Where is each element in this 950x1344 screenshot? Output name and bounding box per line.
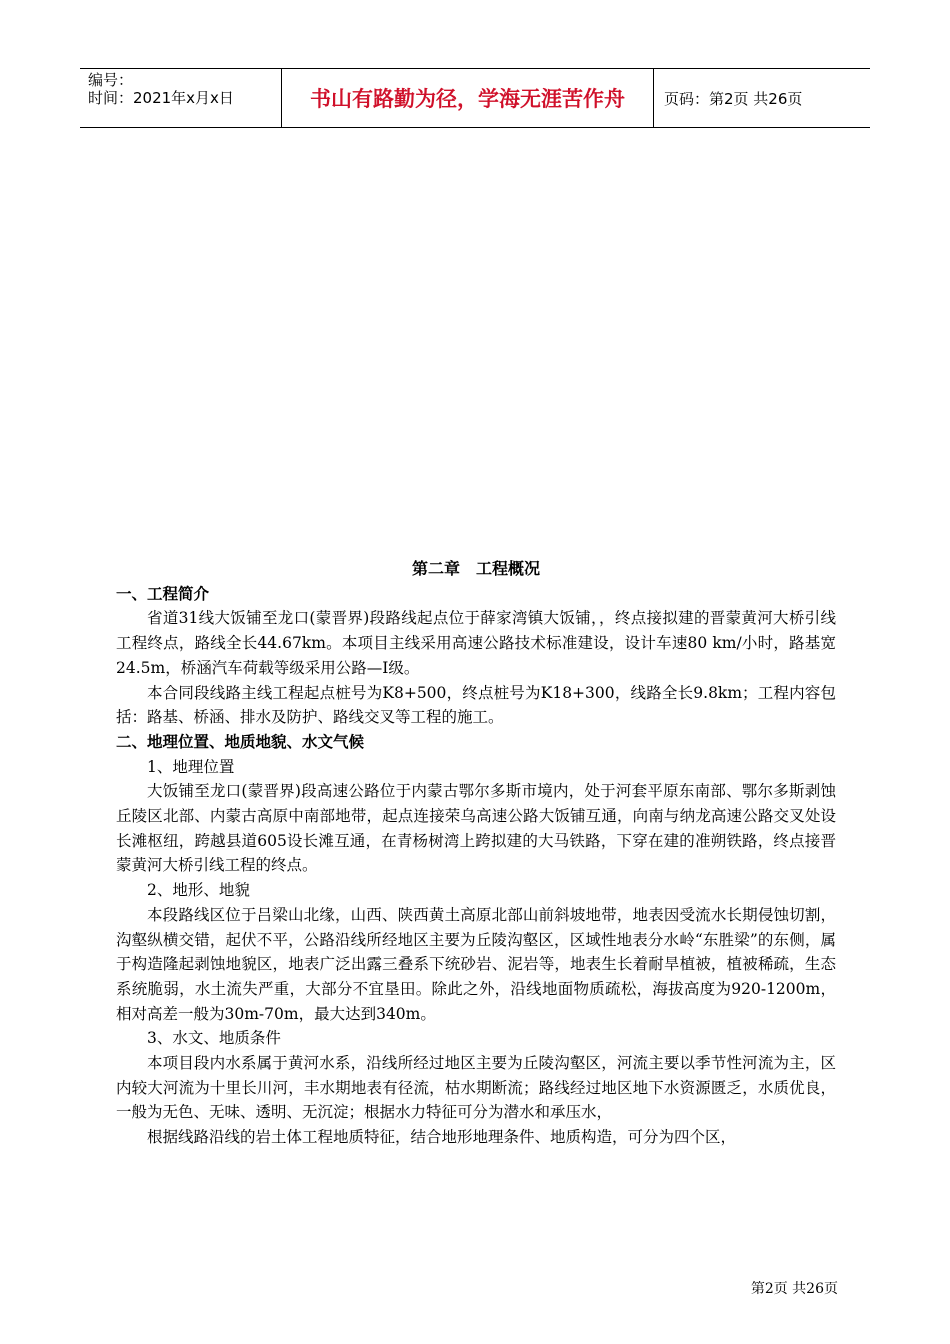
- paragraph-1: 省道31线大饭铺至龙口(蒙晋界)段路线起点位于薛家湾镇大饭铺，，终点接拟建的晋蒙黄河大桥引线工程终点，路线全长44.67km。本项目主线采用高速公路技术标准建设，设计车速80 km/小时，路基宽24.5m，桥涵汽车荷载等级采用公路—Ⅰ级。: [116, 609, 836, 677]
- paragraph-4: 本段路线区位于吕梁山北缘，山西、陕西黄土高原北部山前斜坡地带，地表因受流水长期侵蚀切割，沟壑纵横交错，起伏不平，公路沿线所经地区主要为丘陵沟壑区，区域性地表分水岭“东胜梁”的东侧，属于构造隆起剥蚀地貌区，地表广泛出露三叠系下统砂岩、泥岩等，地表生长着耐旱植被，植被稀疏，生态系统脆弱，水土流失严重，大部分不宜垦田。除此之外，沿线地面物质疏松，海拔高度为920-1200m，相对高差一般为30m-70m，最大达到340m。: [116, 905, 836, 1023]
- section-title-1: 一、工程简介: [116, 584, 210, 603]
- section-title-2: 二、地理位置、地质地貌、水文气候: [116, 732, 365, 751]
- subsection-3: 3、水文、地质条件: [147, 1029, 281, 1048]
- time-label: 时间：2021年x月x日: [88, 89, 234, 107]
- chapter-title: 第二章 工程概况: [411, 559, 540, 578]
- paragraph-5: 本项目段内水系属于黄河水系，沿线所经过地区主要为丘陵沟壑区，河流主要以季节性河流为主，区内较大河流为十里长川河，丰水期地表有径流，枯水期断流；路线经过地区地下水资源匮乏，水质优良，一般为无色、无味、透明、无沉淀；根据水力特征可分为潜水和承压水，: [116, 1054, 836, 1122]
- header-meta: [80, 69, 282, 127]
- page-header: [80, 68, 870, 128]
- page-footer: 第2页 共26页: [750, 1281, 838, 1297]
- header-motto: 书山有路勤为径，学海无涯苦作舟: [282, 69, 654, 127]
- subsection-2: 2、地形、地貌: [147, 881, 250, 900]
- number-label: 编号：: [88, 71, 134, 89]
- subsection-1: 1、地理位置: [147, 757, 235, 776]
- paragraph-6: 根据线路沿线的岩土体工程地质特征，结合地形地理条件、地质构造，可分为四个区，: [147, 1128, 737, 1147]
- paragraph-2: 本合同段线路主线工程起点桩号为K8+500，终点桩号为K18+300，线路全长9.8km；工程内容包括：路基、桥涵、排水及防护、路线交叉等工程的施工。: [116, 683, 836, 727]
- paragraph-3: 大饭铺至龙口(蒙晋界)段高速公路位于内蒙古鄂尔多斯市境内，处于河套平原东南部、鄂尔多斯剥蚀丘陵区北部、内蒙古高原中南部地带，起点连接荣乌高速公路大饭铺互通，向南与纳龙高速公路交叉处设长滩枢纽，跨越县道605设长滩互通，在青杨树湾上跨拟建的大马铁路，下穿在建的准朔铁路，终点接晋蒙黄河大桥引线工程的终点。: [116, 782, 836, 875]
- header-page-label: 页码：第2页 共26页: [664, 89, 803, 108]
- document-body: [116, 557, 836, 1150]
